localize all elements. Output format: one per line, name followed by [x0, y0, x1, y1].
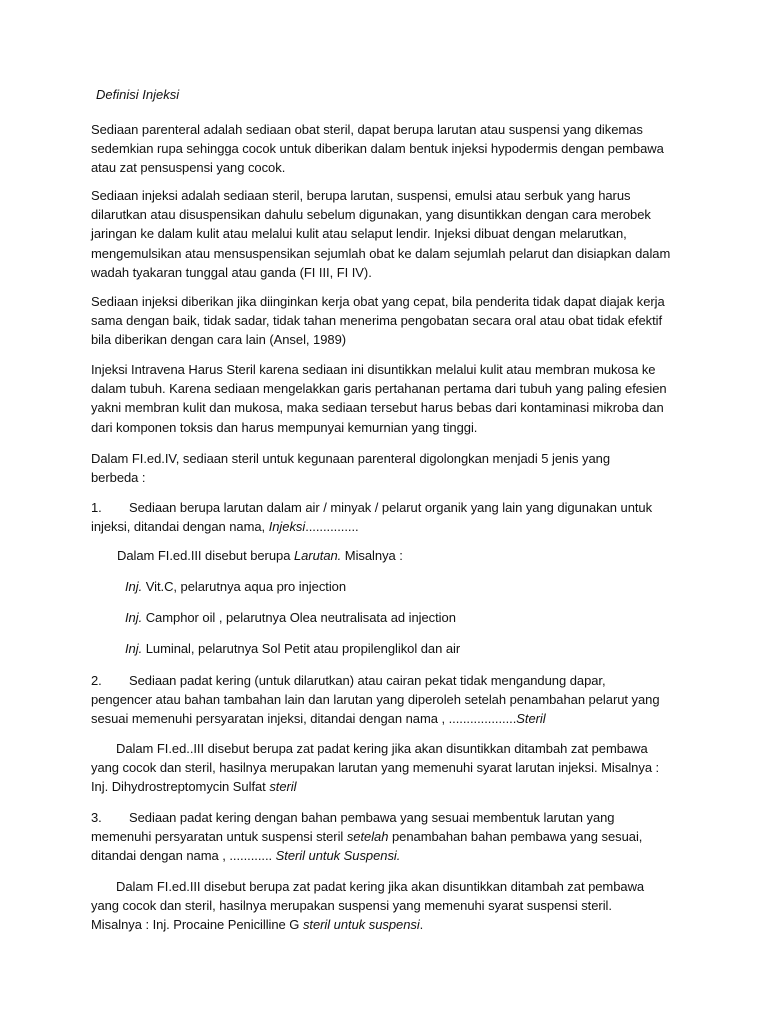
- list-number: 2.: [91, 673, 102, 688]
- paragraph-definition-parenteral: [91, 120, 691, 178]
- italic-term: steril untuk suspensi: [302, 917, 420, 933]
- item-dots: ...............: [305, 519, 359, 535]
- italic-term: Larutan.: [293, 548, 342, 563]
- paragraph-usage: [91, 292, 691, 350]
- text-line: dilarutkan atau disuspensikan dahulu sebelum digunakan, yang disuntikkan dengan cara merobek: [91, 207, 651, 223]
- list-item-3: [91, 808, 691, 866]
- text-line: [91, 709, 691, 728]
- text-line: [125, 577, 725, 596]
- text-line: [91, 777, 691, 796]
- italic-term: setelah: [346, 829, 389, 845]
- text-line: Sediaan parenteral adalah sediaan obat steril, dapat berupa larutan atau suspensi yang dikemas: [91, 122, 643, 137]
- inj-prefix: Inj.: [125, 579, 143, 594]
- text-line: [91, 671, 691, 690]
- text-line: [91, 827, 691, 846]
- text-line: Sediaan injeksi adalah sediaan steril, berupa larutan, suspensi, emulsi atau serbuk yang harus: [91, 188, 631, 203]
- text-line: [91, 915, 691, 934]
- page-title: Definisi Injeksi: [96, 87, 180, 102]
- item-text: Misalnya :: [341, 548, 403, 563]
- italic-term: Steril untuk Suspensi.: [275, 848, 401, 864]
- text-line: sama dengan baik, tidak sadar, tidak tahan menerima pengobatan secara oral atau obat tidak efektif: [91, 313, 663, 329]
- example-3: [125, 639, 725, 658]
- inj-prefix: Inj.: [125, 610, 143, 625]
- text-line: [91, 498, 691, 517]
- example-1: [125, 577, 725, 596]
- item-1-subtitle: [117, 546, 717, 565]
- text-line: yang cocok dan steril, hasilnya merupakan larutan yang memenuhi syarat larutan injeksi. Misalnya :: [91, 760, 660, 776]
- example-text: Luminal, pelarutnya Sol Petit atau propilenglikol dan air: [142, 641, 461, 656]
- list-number: 1.: [91, 500, 102, 515]
- list-item-2: [91, 671, 691, 729]
- item-text: Sediaan berupa larutan dalam air / minyak / pelarut organik yang lain yang digunakan untuk: [129, 500, 653, 515]
- item-text: Sediaan padat kering dengan bahan pembawa yang sesuai membentuk larutan yang: [129, 810, 615, 825]
- inj-prefix: Inj.: [125, 641, 143, 656]
- item-text: .: [419, 917, 424, 933]
- text-line: [91, 846, 691, 865]
- paragraph-intravenous: [91, 360, 691, 437]
- italic-term: Injeksi: [268, 519, 306, 535]
- text-line: pengencer atau bahan tambahan lain dan larutan yang diperoleh setelah penambahan pelarut yang: [91, 692, 660, 708]
- text-line: [125, 608, 725, 627]
- list-number: 3.: [91, 810, 102, 825]
- italic-term: Steril: [516, 711, 546, 727]
- paragraph-definition-injection: [91, 186, 691, 282]
- text-line: Dalam FI.ed..III disebut berupa zat padat kering jika akan disuntikkan ditambah zat pembawa: [116, 741, 648, 756]
- text-line: Dalam FI.ed.IV, sediaan steril untuk kegunaan parenteral digolongkan menjadi 5 jenis yang: [91, 451, 611, 466]
- item-2-description: [91, 739, 691, 797]
- text-line: [91, 808, 691, 827]
- text-line: atau zat pensuspensi yang cocok.: [91, 160, 286, 176]
- text-line: [117, 546, 717, 565]
- text-line: Injeksi Intravena Harus Steril karena sediaan ini disuntikkan melalui kulit atau membran mukosa ke: [91, 362, 656, 377]
- text-line: dalam tubuh. Karena sediaan mengelakkan garis pertahanan pertama dari tubuh yang paling efesien: [91, 381, 667, 397]
- text-line: jaringan ke dalam kulit atau melalui kulit atau selaput lendir. Injeksi dibuat dengan melarutkan,: [91, 226, 627, 242]
- example-2: [125, 608, 725, 627]
- text-line: [91, 517, 691, 536]
- text-line: sedemkian rupa sehingga cocok untuk diberikan dalam bentuk injeksi hypodermis dengan pembawa: [91, 141, 664, 157]
- item-3-description: [91, 877, 691, 935]
- item-text: Sediaan padat kering (untuk dilarutkan) atau cairan pekat tidak mengandung dapar,: [129, 673, 606, 688]
- item-text: Dalam FI.ed.III disebut berupa: [117, 548, 294, 563]
- text-line: wadah tyakaran tunggal atau ganda (FI III, FI IV).: [91, 264, 372, 280]
- text-line: Sediaan injeksi diberikan jika diinginkan kerja obat yang cepat, bila penderita tidak dapat diajak kerja: [91, 294, 665, 309]
- text-line: dari komponen toksis dan harus mempunyai kemurnian yang tinggi.: [91, 419, 478, 435]
- italic-term: steril: [269, 779, 297, 795]
- text-line: berbeda :: [91, 470, 146, 486]
- text-line: yang cocok dan steril, hasilnya merupakan suspensi yang memenuhi syarat suspensi steril.: [91, 898, 612, 914]
- text-line: yakni membran kulit dan mukosa, maka sediaan tersebut harus bebas dari kontaminasi mikroba dan: [91, 400, 664, 416]
- text-line: Dalam FI.ed.III disebut berupa zat padat kering jika akan disuntikkan ditambah zat pembawa: [116, 879, 645, 894]
- example-text: Camphor oil , pelarutnya Olea neutralisata ad injection: [142, 610, 456, 625]
- list-item-1: [91, 498, 691, 536]
- example-text: Vit.C, pelarutnya aqua pro injection: [142, 579, 347, 594]
- item-text: memenuhi persyaratan untuk suspensi steril: [91, 829, 347, 845]
- item-text: penambahan bahan pembawa yang sesuai,: [388, 829, 643, 845]
- item-text: ditandai dengan nama , ............: [91, 848, 276, 864]
- item-text: sesuai memenuhi persyaratan injeksi, ditandai dengan nama , ...................: [91, 711, 517, 727]
- text-line: [125, 639, 725, 658]
- item-text: Misalnya : Inj. Procaine Penicilline G: [91, 917, 303, 933]
- item-text: Inj. Dihydrostreptomycin Sulfat: [91, 779, 270, 795]
- text-line: bila diberikan dengan cara lain (Ansel, 1989): [91, 332, 347, 348]
- item-text: injeksi, ditandai dengan nama,: [91, 519, 269, 535]
- text-line: mengemulsikan atau mensuspensikan sejumlah obat ke dalam sejumlah pelarut dan disiapkan dalam: [91, 245, 671, 261]
- paragraph-classification: [91, 449, 691, 487]
